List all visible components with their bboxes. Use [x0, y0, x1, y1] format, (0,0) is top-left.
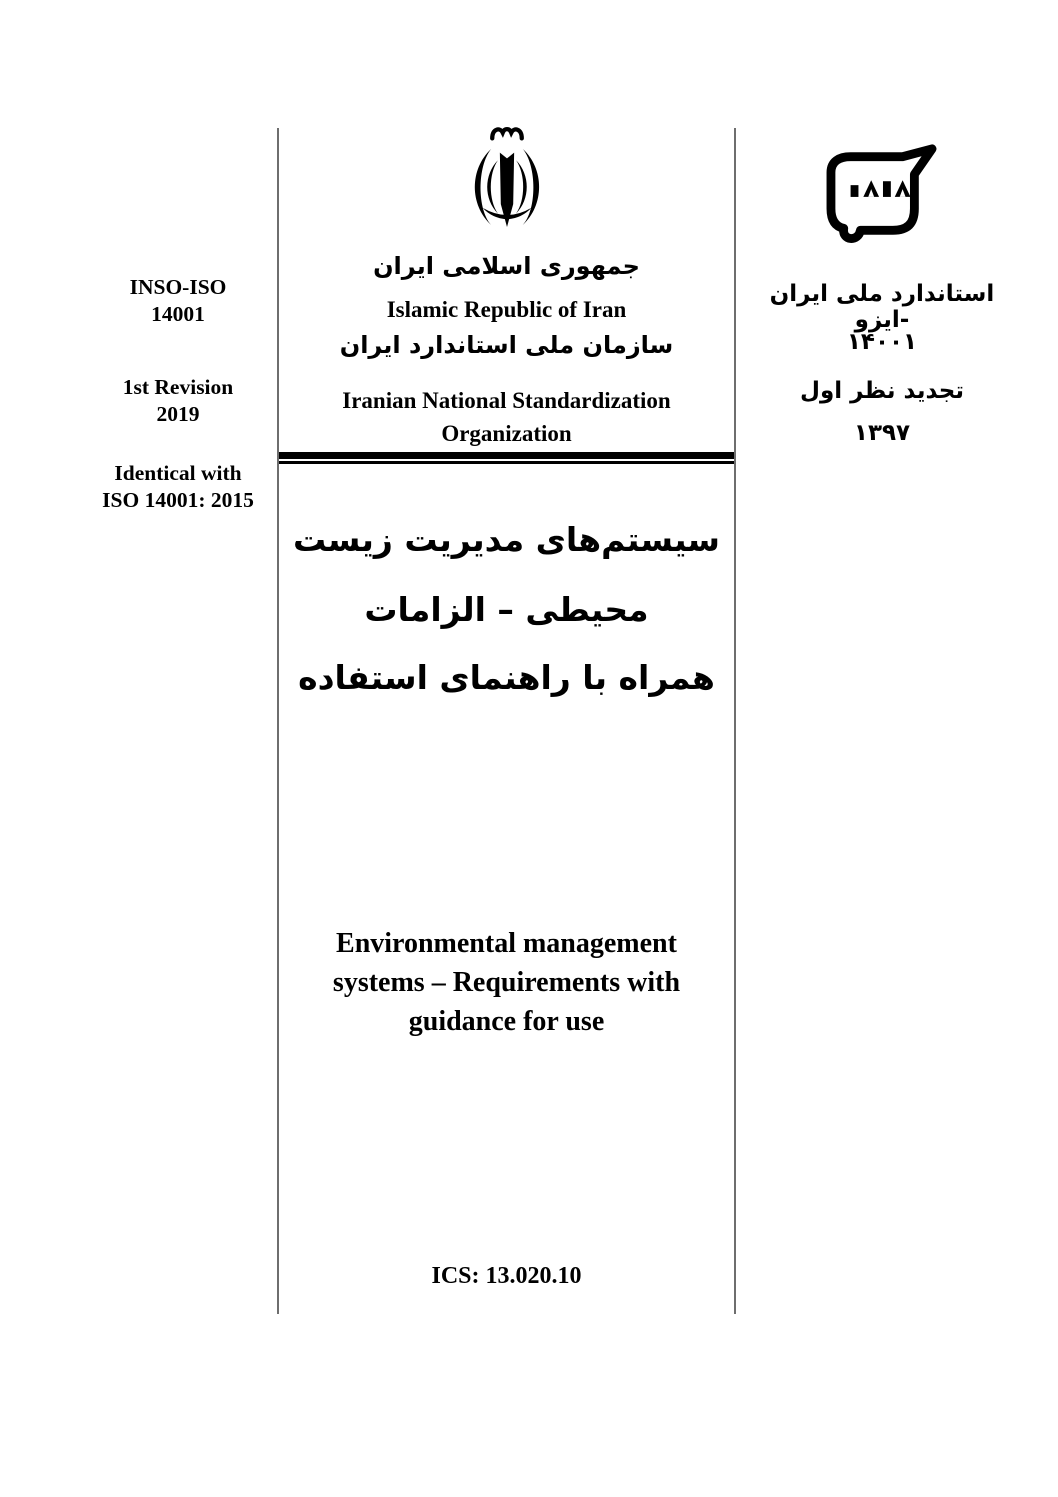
- national-standard-label-fa: استاندارد ملی ایران -ایزو: [769, 281, 995, 333]
- revision-line2: 2019: [156, 402, 200, 426]
- standard-code-line2: 14001: [151, 302, 205, 326]
- right-column-divider: [734, 128, 736, 1314]
- iran-emblem-icon: [457, 124, 557, 248]
- revision-block: [72, 374, 284, 428]
- right-panel: [744, 0, 1020, 1497]
- ics-code: ICS: 13.020.10: [431, 1263, 582, 1289]
- title-en-line2: systems – Requirements with: [332, 967, 681, 998]
- identical-line2: ISO 14001: 2015: [102, 488, 254, 512]
- title-en: [279, 924, 734, 1041]
- standard-code-block: [72, 274, 284, 328]
- standard-code-line1: INSO-ISO: [129, 275, 227, 299]
- country-name-fa: جمهوری اسلامی ایران: [373, 252, 640, 280]
- left-panel: [72, 0, 284, 1497]
- center-panel: [279, 0, 734, 1497]
- inso-standard-mark-icon: [818, 140, 946, 246]
- title-fa-line3: همراه با راهنمای استفاده: [298, 658, 715, 697]
- header-double-rule: [279, 452, 734, 464]
- revision-label-fa: تجدید نظر اول: [800, 378, 964, 404]
- organization-name-fa: سازمان ملی استاندارد ایران: [339, 331, 674, 359]
- title-fa-line2: محیطی – الزامات: [364, 590, 649, 629]
- revision-line1: 1st Revision: [122, 375, 234, 399]
- organization-name-en: [279, 384, 734, 450]
- year-fa: ۱۳۹۷: [853, 420, 911, 446]
- title-en-line3: guidance for use: [408, 1006, 605, 1037]
- title-fa-line1: سیستم‌های مدیریت زیست: [293, 520, 720, 559]
- identical-with-block: [72, 460, 284, 514]
- title-en-line1: Environmental management: [336, 928, 677, 959]
- identical-line1: Identical with: [114, 461, 242, 485]
- standard-number-fa: ۱۴۰۰۱: [846, 329, 918, 355]
- organization-name-en-line1: Iranian National Standardization: [342, 388, 671, 413]
- organization-name-en-line2: Organization: [441, 421, 572, 446]
- country-name-en: Islamic Republic of Iran: [386, 297, 627, 322]
